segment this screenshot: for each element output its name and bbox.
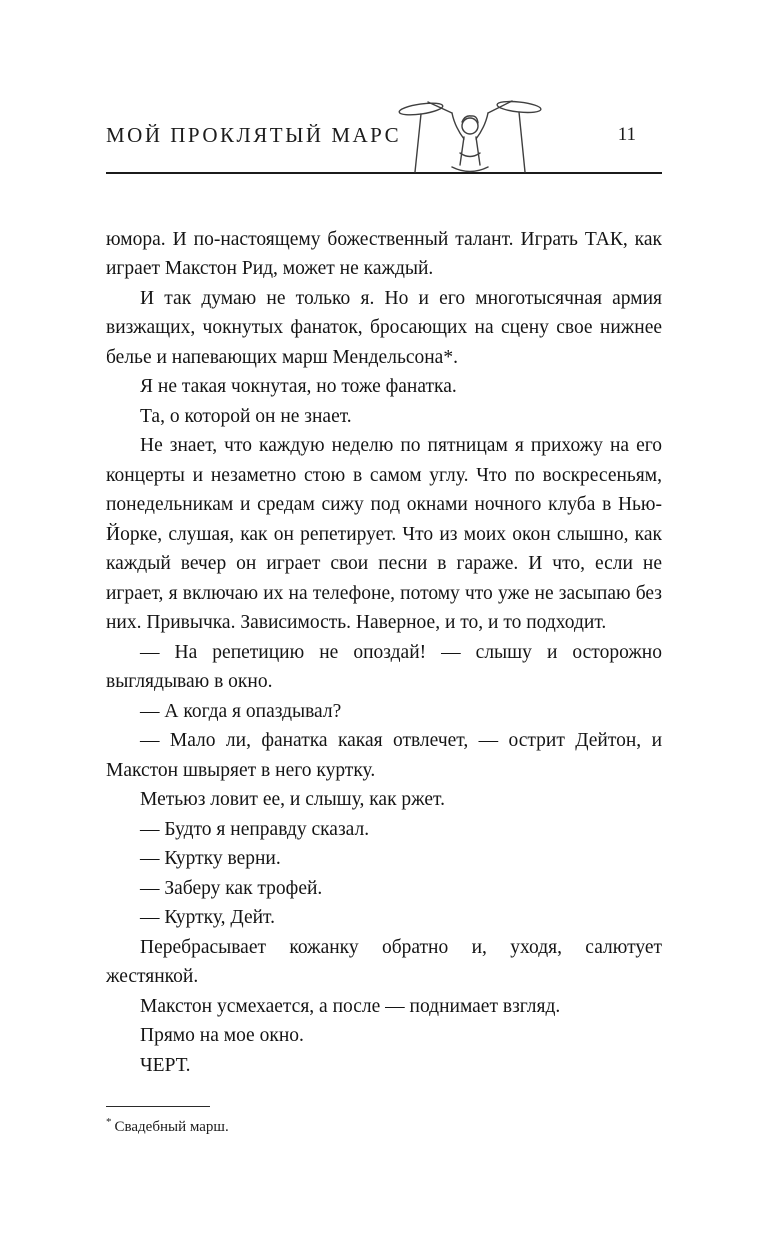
paragraph: Метьюз ловит ее, и слышу, как ржет. xyxy=(140,789,445,811)
paragraph: — Мало ли, фанатка какая отвлечет, — острит Дейтон, и Макстон швыряет в него куртку. xyxy=(106,730,662,781)
paragraph: — А когда я опаздывал? xyxy=(140,700,342,722)
paragraph: — Куртку верни. xyxy=(140,848,281,870)
paragraph: Я не такая чокнутая, но тоже фанатка. xyxy=(140,376,457,398)
footnote-text: Свадебный марш. xyxy=(114,1119,229,1136)
paragraph: юмора. И по-настоящему божественный талант. Играть ТАК, как играет Макстон Рид, может не каждый. xyxy=(106,228,662,280)
paragraph: Та, о которой он не знает. xyxy=(140,405,352,427)
paragraph: Макстон усмехается, а после — поднимает взгляд. xyxy=(140,995,561,1017)
paragraph: И так думаю не только я. Но и его многотысячная армия визжащих, чокнутых фанаток, бросающих на сцену свое нижнее белье и напевающих марш Мендельсона*. xyxy=(106,287,662,368)
footnote-text-line xyxy=(106,1116,662,1136)
page-number: 11 xyxy=(617,124,636,145)
paragraph: — Куртку, Дейт. xyxy=(140,907,275,929)
paragraph: — Заберу как трофей. xyxy=(140,877,323,899)
paragraph: — Будто я неправду сказал. xyxy=(140,818,370,840)
paragraph: — На репетицию не опоздай! — слышу и осторожно выглядываю в окно. xyxy=(106,641,662,693)
page-header xyxy=(106,98,662,172)
footnote-marker: * xyxy=(106,1116,112,1129)
header-rule xyxy=(106,172,662,174)
paragraph: ЧЕРТ. xyxy=(140,1054,191,1076)
footnote xyxy=(106,1106,662,1136)
footnote-rule xyxy=(106,1106,210,1107)
drummer-with-cymbals-illustration xyxy=(394,95,546,173)
body-text xyxy=(106,225,662,1081)
paragraph: Не знает, что каждую неделю по пятницам я прихожу на его концерты и незаметно стою в самом углу. Что по воскресеньям, понедельникам и средам сижу под окнами ночного клуба в Нью-Йорке, слушая, как он репетирует. Что из моих окон слышно, как каждый вечер он играет свои песни в гараже. И что, если не играет, я включаю их на телефоне, потому что уже не засыпаю без них. Привычка. Зависимость. Наверное, и то, и то подходит. xyxy=(106,435,662,634)
paragraph: Перебрасывает кожанку обратно и, уходя, салютует жестянкой. xyxy=(106,936,662,988)
paragraph: Прямо на мое окно. xyxy=(140,1025,304,1047)
running-title: МОЙ ПРОКЛЯТЫЙ МАРС xyxy=(106,122,402,147)
